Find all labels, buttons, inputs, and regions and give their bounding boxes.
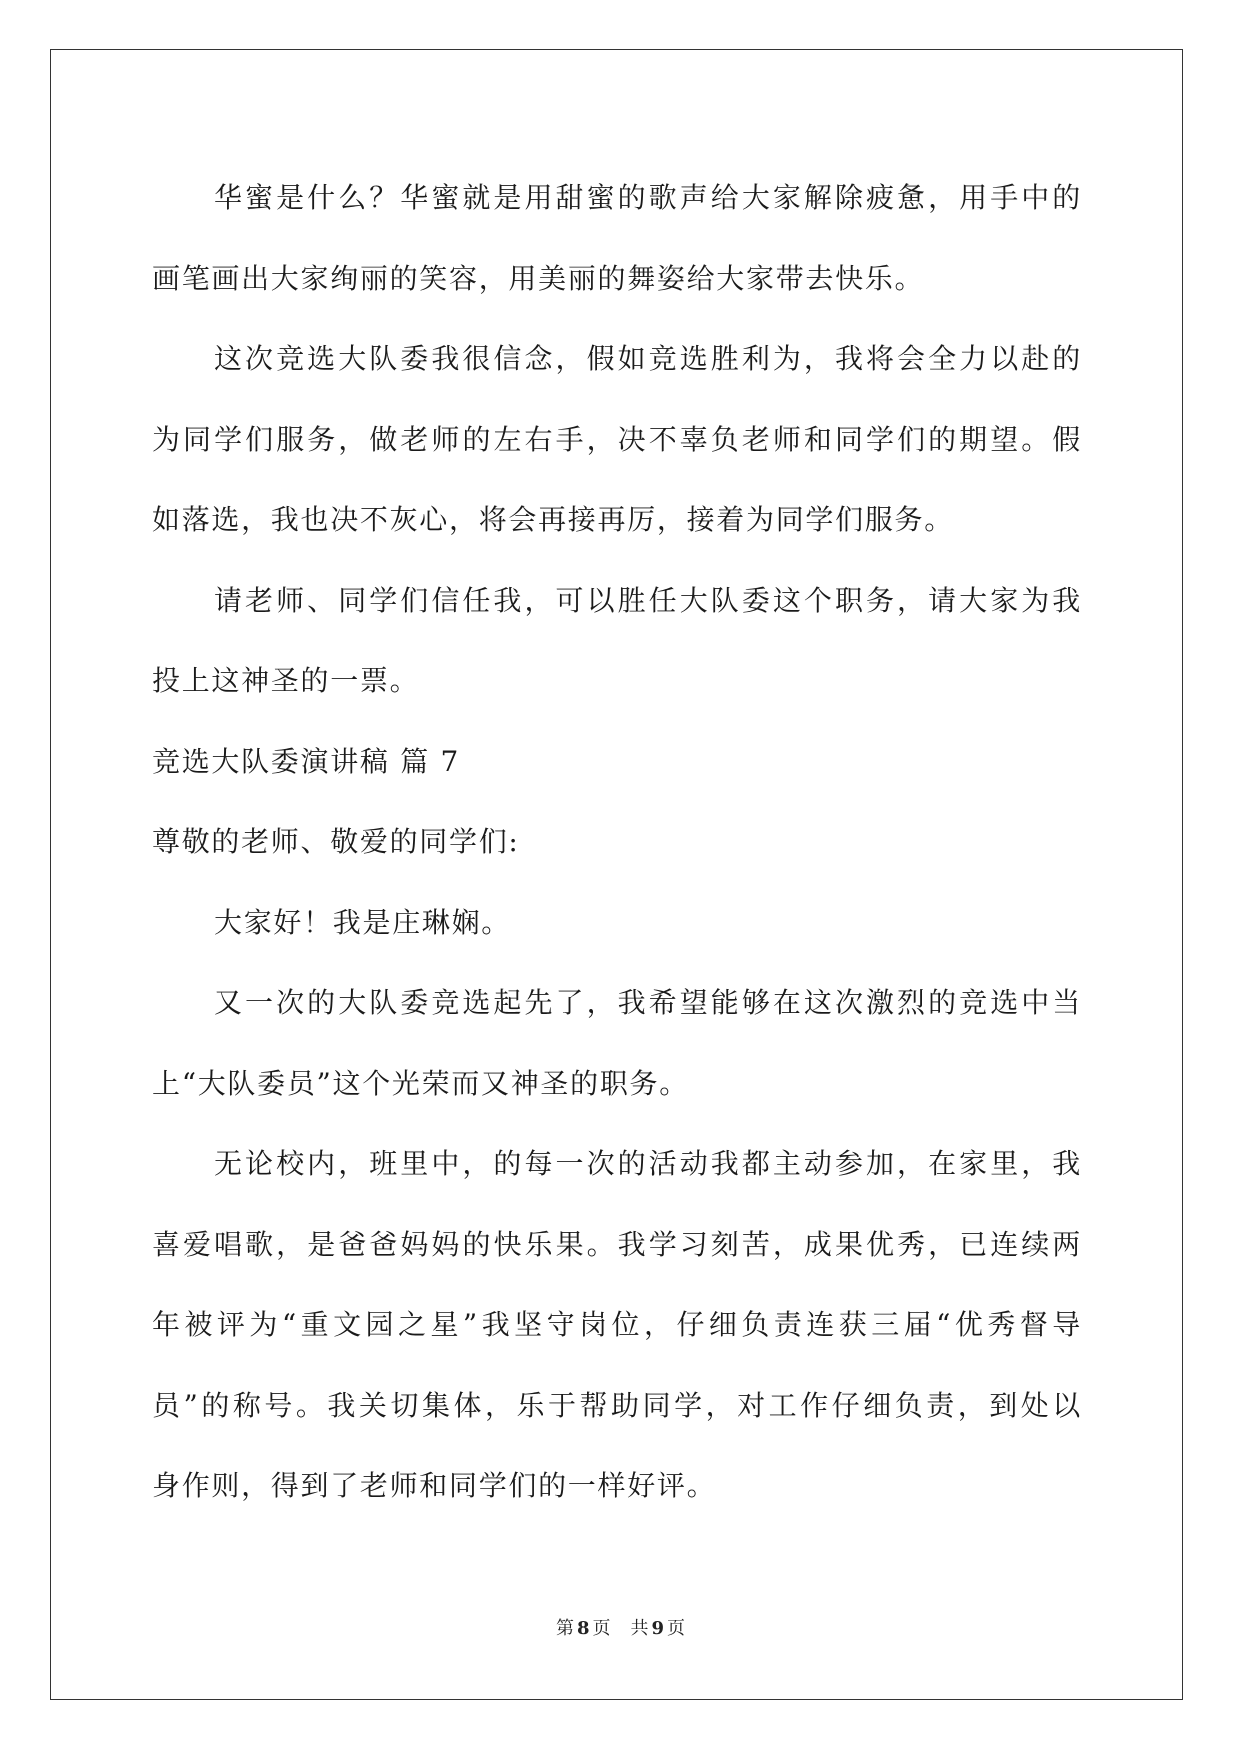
paragraph-line: 投上这神圣的一票。 <box>152 664 420 697</box>
paragraph-line: 画笔画出大家绚丽的笑容，用美丽的舞姿给大家带去快乐。 <box>152 261 925 295</box>
total-suffix: 页 <box>667 1618 686 1639</box>
section-heading: 竞选大队委演讲稿 篇 7 <box>152 744 461 778</box>
paragraph-line: 无论校内，班里中，的每一次的活动我都主动参加，在家里，我 <box>214 1147 1082 1180</box>
total-pages: 9 <box>651 1618 665 1639</box>
paragraph-line: 年被评为“重文园之星”我坚守岗位，仔细负责连获三届“优秀督导 <box>152 1308 1082 1341</box>
paragraph-line: 如落选，我也决不灰心，将会再接再厉，接着为同学们服务。 <box>152 503 954 536</box>
salutation: 尊敬的老师、敬爱的同学们: <box>152 825 520 858</box>
paragraph-line: 这次竞选大队委我很信念，假如竞选胜利为，我将会全力以赴的 <box>214 342 1082 375</box>
paragraph-line: 员”的称号。我关切集体，乐于帮助同学，对工作仔细负责，到处以 <box>152 1388 1082 1422</box>
page-suffix: 页 <box>592 1618 611 1639</box>
paragraph-line: 大家好！我是庄琳娴。 <box>214 905 512 939</box>
document-body <box>152 158 1082 1527</box>
total-prefix: 共 <box>630 1618 649 1639</box>
page-number: 8 <box>576 1618 590 1639</box>
paragraph-line: 上“大队委员”这个光荣而又神圣的职务。 <box>152 1066 689 1100</box>
paragraph-line: 请老师、同学们信任我，可以胜任大队委这个职务，请大家为我 <box>214 583 1082 617</box>
paragraph-line: 华蜜是什么？华蜜就是用甜蜜的歌声给大家解除疲惫，用手中的 <box>214 181 1082 214</box>
paragraph-line: 又一次的大队委竞选起先了，我希望能够在这次激烈的竞选中当 <box>214 986 1082 1019</box>
page-prefix: 第 <box>555 1618 574 1639</box>
paragraph-line: 身作则，得到了老师和同学们的一样好评。 <box>152 1469 717 1502</box>
paragraph-line: 为同学们服务，做老师的左右手，决不辜负老师和同学们的期望。假 <box>152 422 1082 456</box>
page-footer <box>0 1614 1241 1640</box>
paragraph-line: 喜爱唱歌，是爸爸妈妈的快乐果。我学习刻苦，成果优秀，已连续两 <box>152 1227 1082 1261</box>
